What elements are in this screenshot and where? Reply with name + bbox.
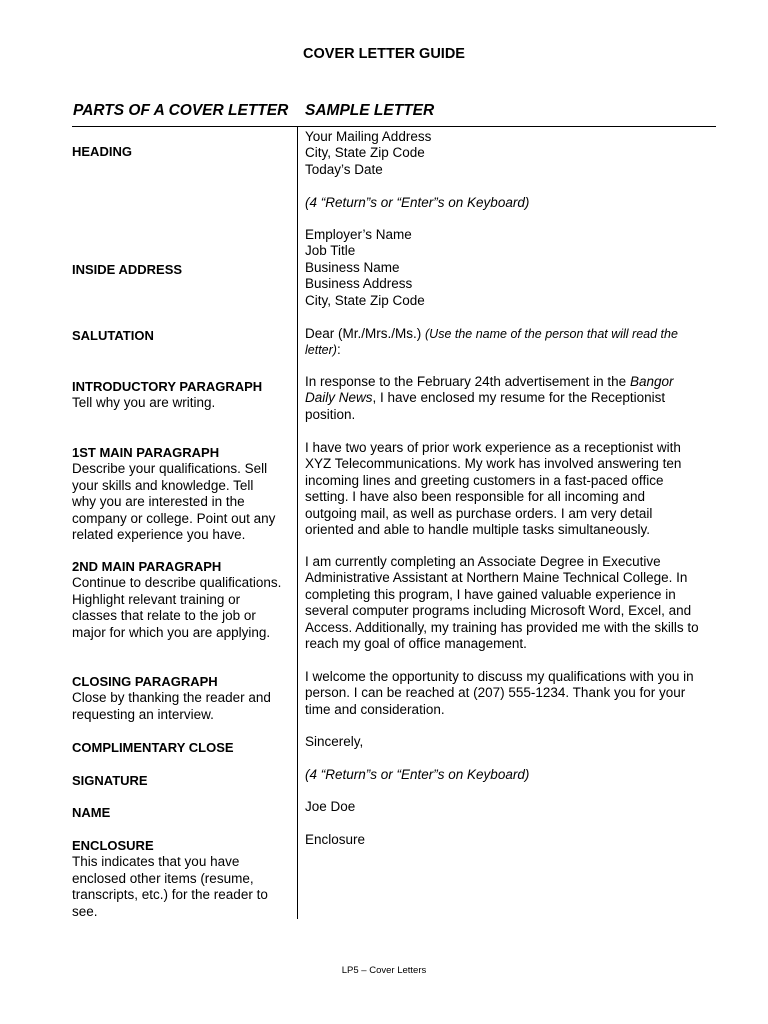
part-enclosure	[72, 838, 268, 920]
sample-line: City, State Zip Code	[305, 292, 425, 308]
sample-heading	[305, 129, 431, 178]
sample-line: Business Name	[305, 259, 400, 275]
sample-complimentary-close: Sincerely,	[305, 734, 364, 749]
part-label: INSIDE ADDRESS	[72, 262, 183, 277]
sample-returns-note: (4 “Return”s or “Enter”s on Keyboard)	[305, 195, 530, 210]
sample-line: several computer programs including Microsoft Word, Excel, and	[305, 603, 692, 619]
part-description-line: why you are interested in the	[72, 494, 245, 510]
sample-line: setting. I have also been responsible for all incoming and	[305, 489, 645, 505]
part-description-line: enclosed other items (resume,	[72, 870, 254, 886]
part-label: SIGNATURE	[72, 773, 148, 788]
sample-line: City, State Zip Code	[305, 145, 425, 161]
salutation-note: (Use the name of the person that will read the	[425, 327, 678, 341]
part-label: ENCLOSURE	[72, 838, 154, 853]
part-label: INTRODUCTORY PARAGRAPH	[72, 379, 263, 394]
part-description-line: related experience you have.	[72, 527, 246, 543]
sample-second-main-paragraph	[305, 554, 699, 652]
part-description-line: Describe your qualifications. Sell	[72, 461, 268, 477]
sample-line: I have two years of prior work experience as a receptionist with	[305, 440, 681, 455]
part-inside-address	[72, 262, 182, 278]
sample-signature-note: (4 “Return”s or “Enter”s on Keyboard)	[305, 767, 530, 782]
page-title: COVER LETTER GUIDE	[303, 46, 465, 62]
part-description-line: This indicates that you have	[72, 854, 240, 870]
salutation-colon: :	[336, 342, 341, 358]
part-description-line: transcripts, etc.) for the reader to	[72, 887, 268, 903]
part-first-main-paragraph	[72, 445, 275, 543]
part-label: CLOSING PARAGRAPH	[72, 674, 218, 689]
sample-line: I welcome the opportunity to discuss my qualifications with you in	[305, 669, 694, 684]
sample-line: Business Address	[305, 276, 413, 292]
part-label: SALUTATION	[72, 328, 154, 343]
sample-line: reach my goal of office management.	[305, 636, 527, 652]
intro-text: position.	[305, 406, 356, 422]
newspaper-name: Bangor	[629, 374, 674, 389]
part-description-line: company or college. Point out any	[72, 510, 276, 526]
sample-line: time and consideration.	[305, 701, 445, 717]
part-introductory-paragraph	[72, 379, 262, 412]
sample-line: I am currently completing an Associate Degree in Executive	[305, 554, 661, 569]
sample-line: person. I can be reached at (207) 555-1234. Thank you for your	[305, 685, 686, 701]
page-footer: LP5 – Cover Letters	[341, 965, 427, 976]
sample-line: Employer’s Name	[305, 227, 412, 242]
sample-line: completing this program, I have gained valuable experience in	[305, 586, 676, 602]
header-rule	[72, 126, 716, 127]
column-divider	[297, 127, 298, 919]
part-description-line: see.	[72, 903, 98, 919]
sample-closing-paragraph	[305, 669, 694, 718]
part-description-line: classes that relate to the job or	[72, 608, 256, 624]
intro-text: , I have enclosed my resume for the Receptionist	[372, 390, 666, 406]
sample-line: Job Title	[305, 243, 356, 259]
sample-introductory-paragraph	[305, 374, 673, 423]
part-description-line: your skills and knowledge. Tell	[72, 477, 254, 493]
part-label: HEADING	[72, 144, 132, 159]
part-label: NAME	[72, 805, 111, 820]
part-signature	[72, 773, 148, 789]
part-heading	[72, 144, 132, 160]
part-label: COMPLIMENTARY CLOSE	[72, 740, 234, 755]
part-label: 1ST MAIN PARAGRAPH	[72, 445, 220, 460]
sample-line: oriented and able to handle multiple tasks simultaneously.	[305, 522, 650, 538]
salutation-dear: Dear (Mr./Mrs./Ms.)	[305, 326, 425, 341]
part-description-line: Tell why you are writing.	[72, 395, 216, 411]
part-description-line: major for which you are applying.	[72, 624, 271, 640]
sample-line: Access. Additionally, my training has provided me with the skills to	[305, 619, 699, 635]
sample-line: Administrative Assistant at Northern Maine Technical College. In	[305, 570, 688, 586]
salutation-note: letter)	[305, 343, 337, 358]
part-description-line: requesting an interview.	[72, 706, 214, 722]
sample-name: Joe Doe	[305, 799, 356, 814]
sample-line: Today’s Date	[305, 161, 383, 177]
sample-first-main-paragraph	[305, 440, 681, 538]
sample-salutation	[305, 326, 678, 359]
part-name	[72, 805, 110, 821]
sample-line: Your Mailing Address	[305, 129, 432, 144]
left-column-header: PARTS OF A COVER LETTER	[73, 102, 289, 119]
part-complimentary-close	[72, 740, 234, 756]
part-description-line: Continue to describe qualifications.	[72, 575, 282, 591]
right-column-header: SAMPLE LETTER	[305, 102, 435, 119]
part-second-main-paragraph	[72, 559, 281, 641]
newspaper-name: Daily News	[305, 390, 373, 406]
sample-inside-address	[305, 227, 425, 309]
intro-text: In response to the February 24th advertisement in the	[305, 374, 630, 389]
part-label: 2ND MAIN PARAGRAPH	[72, 559, 222, 574]
part-closing-paragraph	[72, 674, 271, 723]
part-description-line: Highlight relevant training or	[72, 591, 241, 607]
sample-line: incoming lines and greeting customers in a fast-paced office	[305, 472, 664, 488]
sample-enclosure: Enclosure	[305, 832, 366, 847]
part-description-line: Close by thanking the reader and	[72, 690, 271, 706]
sample-line: outgoing mail, as well as purchase orders. I am very detail	[305, 505, 653, 521]
sample-line: XYZ Telecommunications. My work has involved answering ten	[305, 456, 682, 472]
part-salutation	[72, 328, 154, 344]
